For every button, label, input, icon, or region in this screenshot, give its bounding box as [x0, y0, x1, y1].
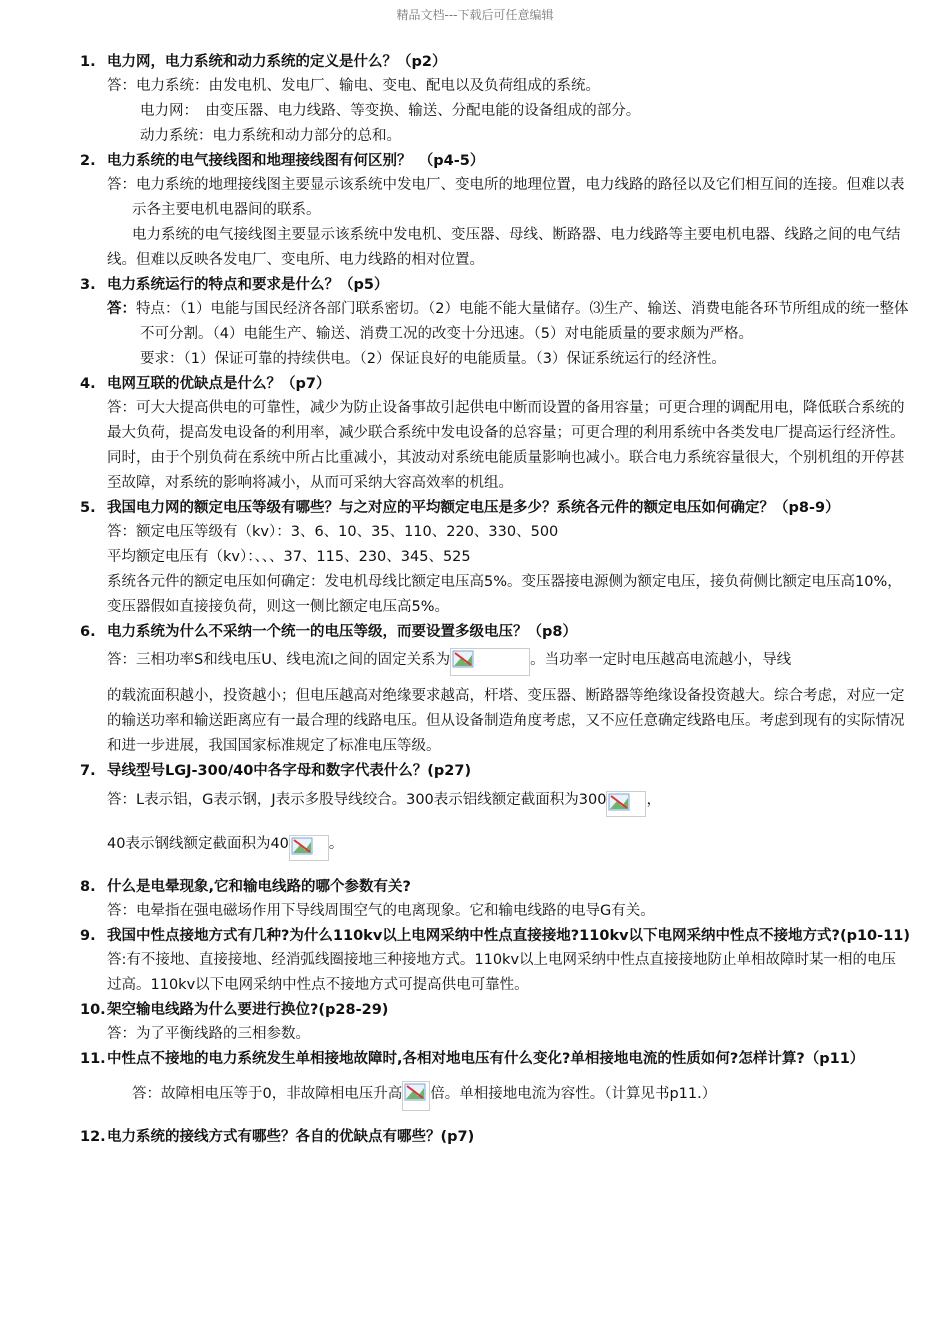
- answer-1-line-1: 答：电力系统：由发电机、发电厂、输电、变电、配电以及负荷组成的系统。: [107, 78, 600, 94]
- question-3: 3. 电力系统运行的特点和要求是什么？（p5）: [80, 277, 389, 293]
- broken-image-icon: [450, 648, 530, 676]
- answer-6-line-1: 答：三相功率S和线电压U、线电流I之间的固定关系为 。当功率一定时电压越高电流越小，导线: [80, 644, 910, 676]
- question-12: 12. 电力系统的接线方式有哪些？各自的优缺点有哪些？(p7): [80, 1129, 475, 1145]
- answer-3-para-2: 要求：（1）保证可靠的持续供电。（2）保证良好的电能质量。（3）保证系统运行的经济性。: [140, 351, 726, 367]
- answer-6-para: 的载流面积越小，投资越小；但电压越高对绝缘要求越高，杆塔、变压器、断路器等绝缘设备投资越大。综合考虑，对应一定的输送功率和输送距离应有一最合理的线路电压。但从设备制造角度考虑，又不应任意确定线路电压。考虑到现有的实际情况和进一步进展，我国国家标准规定了标准电压等级。: [107, 688, 905, 754]
- question-10: 10. 架空输电线路为什么要进行换位?(p28-29): [80, 1002, 389, 1018]
- question-9: 9. 我国中性点接地方式有几种?为什么110kv以上电网采纳中性点直接接地?110kv以下电网采纳中性点不接地方式?(p10-11): [80, 928, 910, 944]
- question-11: 11. 中性点不接地的电力系统发生单相接地故障时,各相对地电压有什么变化?单相接地电流的性质如何?怎样计算?（p11）: [80, 1051, 865, 1067]
- document-body: [80, 50, 910, 1149]
- answer-3-para-1: 答：特点：（1）电能与国民经济各部门联系密切。（2）电能不能大量储存。⑶生产、输送、消费电能各环节所组成的统一整体不可分割。（4）电能生产、输送、消费工况的改变十分迅速。（5）对电能质量的要求颇为严格。: [107, 301, 909, 342]
- broken-image-icon: [402, 1081, 430, 1111]
- answer-5-line-3: 系统各元件的额定电压如何确定：发电机母线比额定电压高5%。变压器接电源侧为额定电压，接负荷侧比额定电压高10%，变压器假如直接接负荷，则这一侧比额定电压高5%。: [107, 574, 902, 615]
- answer-5-line-1: 答：额定电压等级有（kv）：3、6、10、35、110、220、330、500: [107, 524, 559, 540]
- broken-image-icon: [289, 835, 329, 861]
- question-4: 4. 电网互联的优缺点是什么？（p7）: [80, 376, 331, 392]
- answer-2-para-2: 电力系统的电气接线图主要显示该系统中发电机、变压器、母线、断路器、电力线路等主要电机电器、线路之间的电气结线。但难以反映各发电厂、变电所、电力线路的相对位置。: [107, 227, 901, 268]
- answer-7-line-1: 答：L表示铝，G表示钢，J表示多股导线绞合。300表示铝线额定截面积为300 ，: [80, 783, 910, 817]
- answer-1-line-2: 电力网： 由变压器、电力线路、等变换、输送、分配电能的设备组成的部分。: [140, 103, 641, 119]
- question-2: 2. 电力系统的电气接线图和地理接线图有何区别？ （p4-5）: [80, 153, 485, 169]
- question-8: 8. 什么是电晕现象,它和输电线路的哪个参数有关?: [80, 879, 411, 895]
- page-header: 精品文档---下载后可任意编辑: [396, 8, 554, 22]
- answer-8: 答：电晕指在强电磁场作用下导线周围空气的电离现象。它和输电线路的电导G有关。: [107, 903, 655, 919]
- answer-7-line-2: 40表示钢线额定截面积为40 。: [80, 827, 910, 861]
- answer-10: 答：为了平衡线路的三相参数。: [107, 1026, 310, 1042]
- question-5: 5. 我国电力网的额定电压等级有哪些？与之对应的平均额定电压是多少？系统各元件的额定电压如何确定？（p8-9）: [80, 500, 840, 516]
- question-6: 6. 电力系统为什么不采纳一个统一的电压等级，而要设置多级电压？（p8）: [80, 624, 577, 640]
- answer-1-line-3: 动力系统：电力系统和动力部分的总和。: [140, 128, 401, 144]
- question-7: 7. 导线型号LGJ-300/40中各字母和数字代表什么？(p27): [80, 763, 472, 779]
- answer-4: 答：可大大提高供电的可靠性，减少为防止设备事故引起供电中断而设置的备用容量；可更合理的调配用电，降低联合系统的最大负荷，提高发电设备的利用率，减少联合系统中发电设备的总容量；可更合理的利用系统中各类发电厂提高运行经济性。同时，由于个别负荷在系统中所占比重减小，其波动对系统电能质量影响也减小。联合电力系统容量很大，个别机组的开停甚至故障，对系统的影响将减小，从而可采纳大容高效率的机组。: [107, 400, 905, 491]
- answer-11: 答：故障相电压等于0，非故障相电压升高 倍。单相接地电流为容性。（计算见书p11.）: [80, 1077, 910, 1111]
- answer-2-para-1: 答：电力系统的地理接线图主要显示该系统中发电厂、变电所的地理位置，电力线路的路径以及它们相互间的连接。但难以表示各主要电机电器间的联系。: [107, 177, 905, 218]
- broken-image-icon: [606, 791, 646, 817]
- answer-5-line-2: 平均额定电压有（kv）：、、、37、115、230、345、525: [107, 549, 471, 565]
- answer-9: 答:有不接地、直接接地、经消弧线圈接地三种接地方式。110kv以上电网采纳中性点直接接地防止单相故障时某一相的电压过高。110kv以下电网采纳中性点不接地方式可提高供电可靠性。: [107, 952, 897, 993]
- question-1: 1. 电力网，电力系统和动力系统的定义是什么？（p2）: [80, 54, 447, 70]
